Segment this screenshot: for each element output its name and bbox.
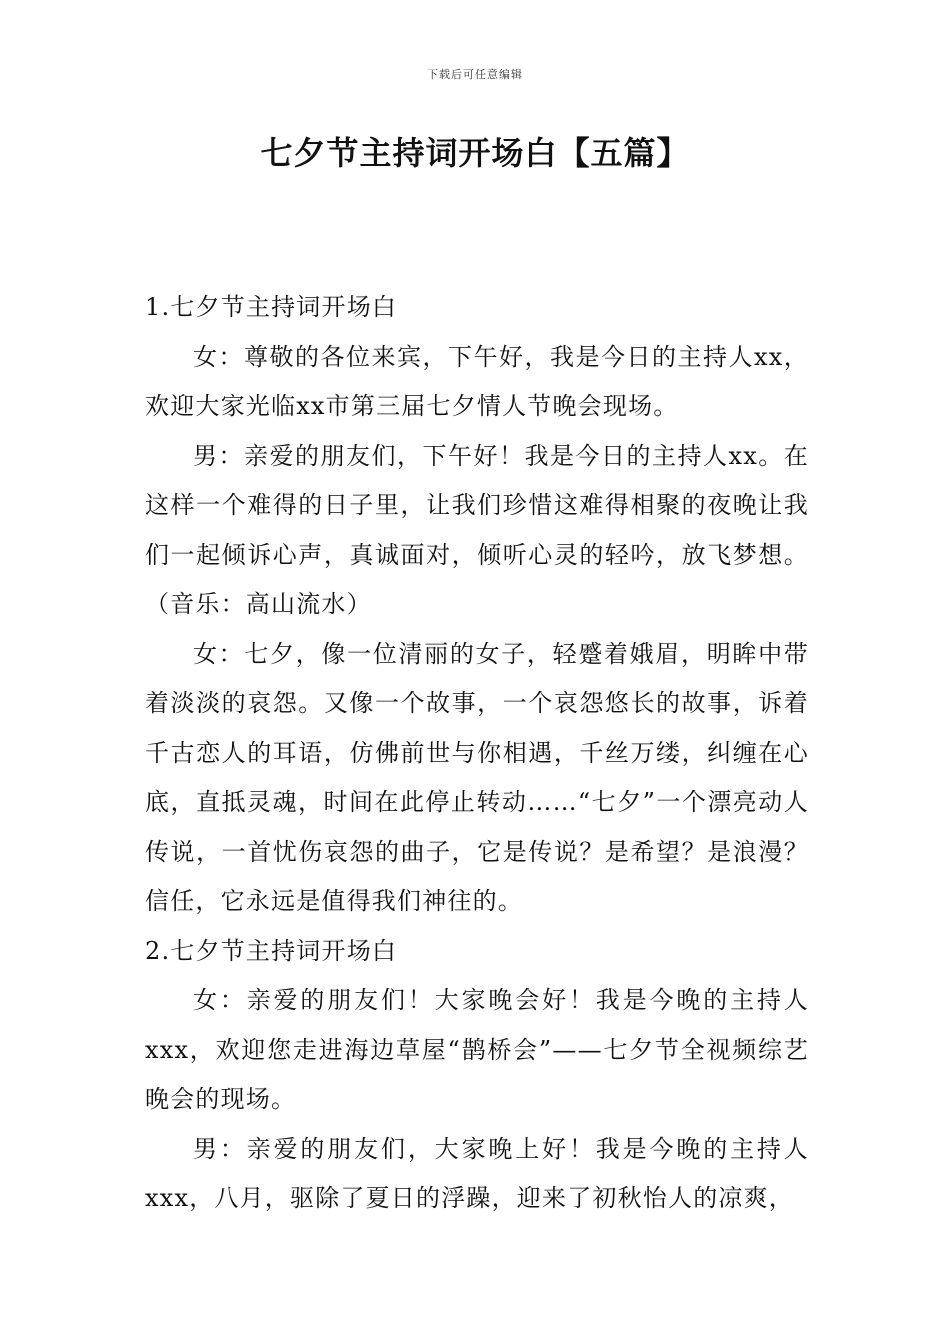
section-heading: 2.七夕节主持词开场白 [145,936,398,965]
header-note: 下载后可任意编辑 [427,68,523,81]
section-heading: 1.七夕节主持词开场白 [145,293,398,321]
paragraph: 女：亲爱的朋友们！大家晚会好！我是今晚的主持人xxx，欢迎您走进海边草屋“鹊桥会”——七夕节全视频综艺晚会的现场。 [145,986,809,1113]
paragraph: 男：亲爱的朋友们，下午好！我是今日的主持人xx。在这样一个难得的日子里，让我们珍惜这难得相聚的夜晚让我们一起倾诉心声，真诚面对，倾听心灵的轻吟，放飞梦想。（音乐：高山流水） [145,441,809,618]
paragraph: 女：七夕，像一位清丽的女子，轻蹙着娥眉，明眸中带着淡淡的哀怨。又像一个故事，一个哀怨悠长的故事，诉着千古恋人的耳语，仿佛前世与你相遇，千丝万缕，纠缠在心底，直抵灵魂，时间在此停止转动……“七夕”一个漂亮动人传说，一首忧伤哀怨的曲子，它是传说？是希望？是浪漫？信任，它永远是值得我们神往的。 [145,639,809,915]
document-title: 七夕节主持词开场白【五篇】 [260,134,690,172]
paragraph: 男：亲爱的朋友们，大家晚上好！我是今晚的主持人xxx，八月，驱除了夏日的浮躁，迎来了初秋怡人的凉爽， [145,1134,809,1212]
document-body [145,283,809,1224]
paragraph: 女：尊敬的各位来宾，下午好，我是今日的主持人xx，欢迎大家光临xx市第三届七夕情人节晚会现场。 [145,342,809,420]
